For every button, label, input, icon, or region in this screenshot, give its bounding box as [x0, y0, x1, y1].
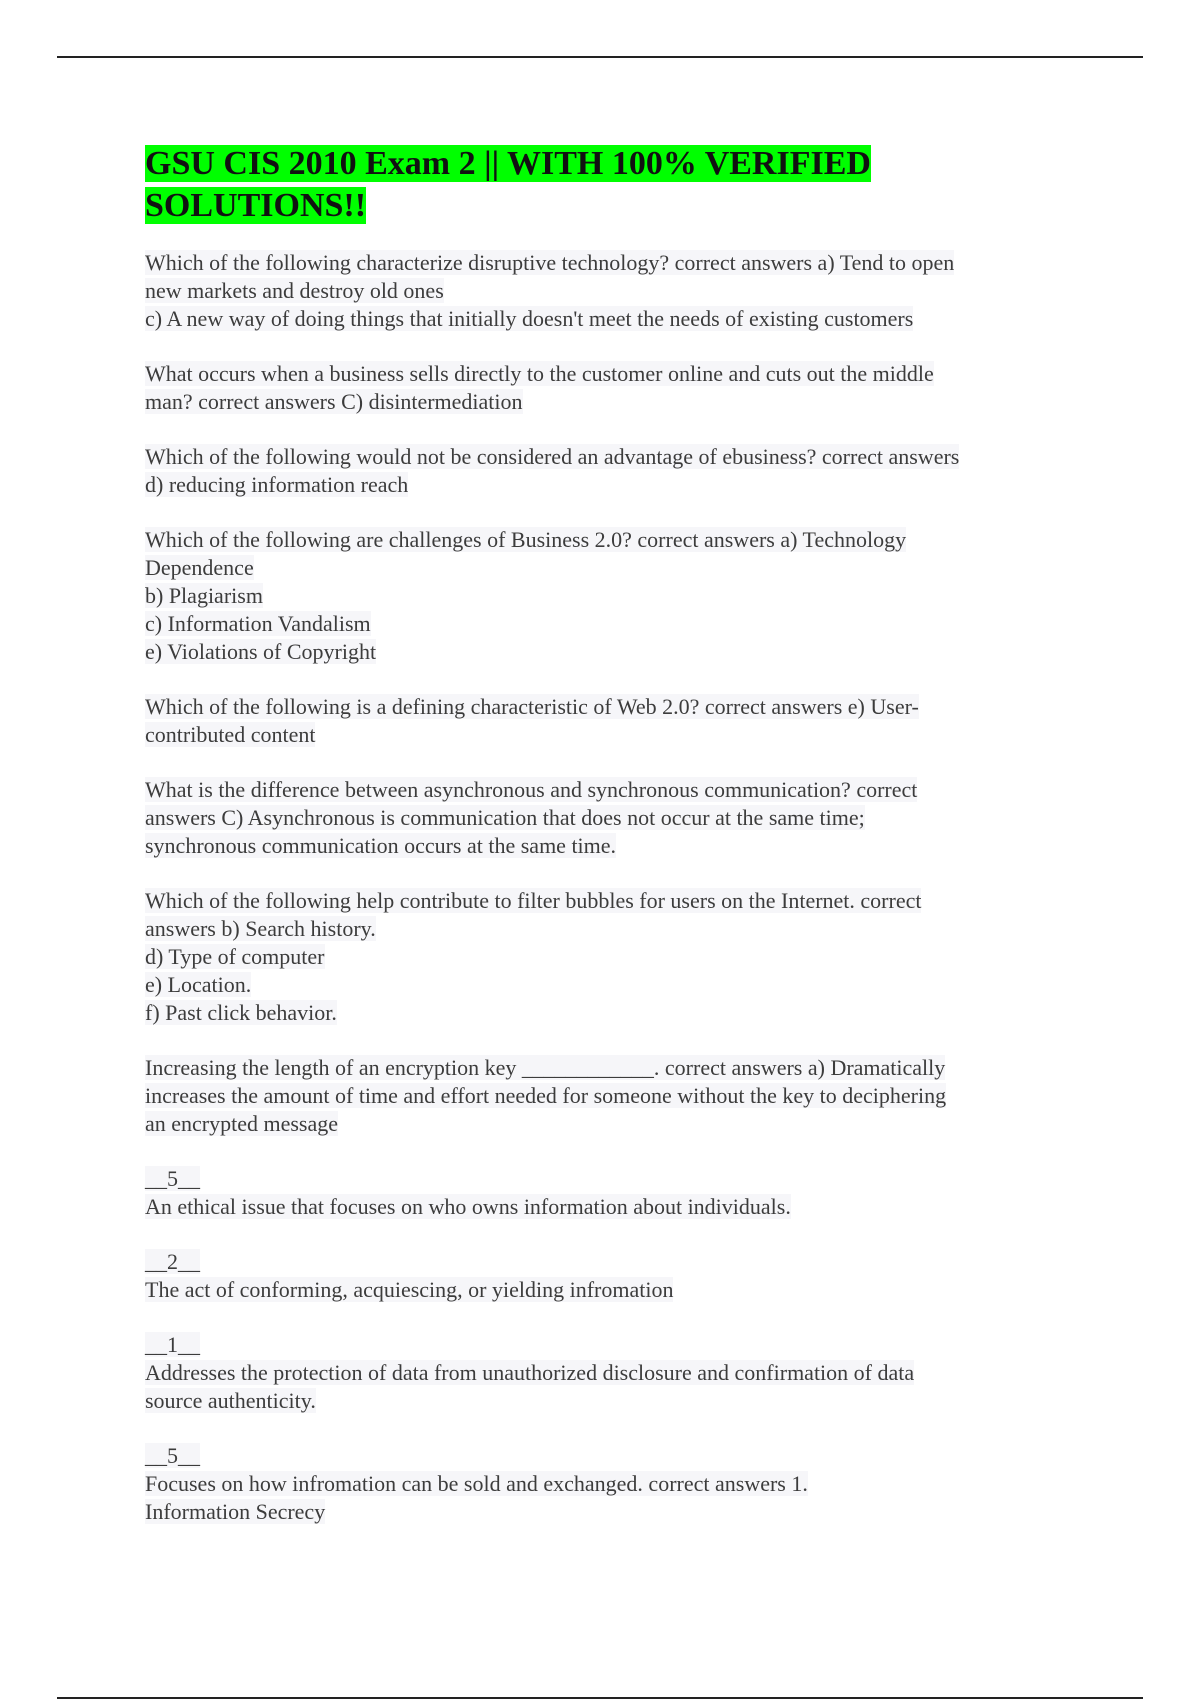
qa-item [145, 1331, 1045, 1415]
qa-line-text: c) Information Vandalism [145, 611, 371, 636]
qa-line-text: e) Violations of Copyright [145, 639, 377, 664]
qa-line-text: __5__ [145, 1166, 200, 1191]
qa-line [145, 526, 1045, 554]
qa-line-text: an encrypted message [145, 1111, 339, 1136]
qa-line-text: f) Past click behavior. [145, 1000, 337, 1025]
qa-line [145, 693, 1045, 721]
qa-line [145, 443, 1045, 471]
qa-line [145, 1165, 1045, 1193]
qa-item [145, 887, 1045, 1027]
qa-line [145, 1110, 1045, 1138]
qa-line-text: d) Type of computer [145, 944, 325, 969]
qa-line [145, 999, 1045, 1027]
qa-line [145, 1387, 1045, 1415]
qa-line-text: contributed content [145, 722, 316, 747]
qa-line-text: What occurs when a business sells directly to the customer online and cuts out the middle [145, 361, 934, 386]
document-body [145, 143, 1045, 1553]
bottom-rule [57, 1697, 1143, 1699]
qa-line [145, 277, 1045, 305]
qa-line-text: Which of the following characterize disruptive technology? correct answers a) Tend to open [145, 250, 955, 275]
qa-line-text: Which of the following are challenges of Business 2.0? correct answers a) Technology [145, 527, 907, 552]
qa-line-text: synchronous communication occurs at the same time. [145, 833, 617, 858]
qa-line [145, 554, 1045, 582]
qa-line [145, 1248, 1045, 1276]
qa-line-text: new markets and destroy old ones [145, 278, 444, 303]
qa-list [145, 249, 1045, 1526]
qa-line [145, 804, 1045, 832]
qa-line-text: __1__ [145, 1332, 200, 1357]
qa-line [145, 1359, 1045, 1387]
qa-line-text: source authenticity. [145, 1388, 316, 1413]
qa-line [145, 1470, 1045, 1498]
qa-line [145, 1054, 1045, 1082]
qa-line-text: The act of conforming, acquiescing, or yielding infromation [145, 1277, 674, 1302]
qa-line [145, 360, 1045, 388]
qa-line-text: answers b) Search history. [145, 916, 376, 941]
qa-line-text: What is the difference between asynchronous and synchronous communication? correct [145, 777, 918, 802]
qa-item [145, 249, 1045, 333]
qa-line-text: Which of the following would not be considered an advantage of ebusiness? correct answers [145, 444, 960, 469]
qa-line [145, 305, 1045, 333]
qa-line [145, 1498, 1045, 1526]
qa-item [145, 443, 1045, 499]
qa-item [145, 1248, 1045, 1304]
qa-line-text: b) Plagiarism [145, 583, 263, 608]
qa-line [145, 1082, 1045, 1110]
document-title-line-1: GSU CIS 2010 Exam 2 || WITH 100% VERIFIED [145, 145, 871, 182]
qa-line-text: answers C) Asynchronous is communication that does not occur at the same time; [145, 805, 865, 830]
qa-line [145, 943, 1045, 971]
qa-line [145, 721, 1045, 749]
qa-line-text: Increasing the length of an encryption key ____________. correct answers a) Dramatically [145, 1055, 946, 1080]
top-rule [57, 56, 1143, 58]
qa-line-text: e) Location. [145, 972, 252, 997]
qa-line [145, 1331, 1045, 1359]
qa-line-text: An ethical issue that focuses on who owns information about individuals. [145, 1194, 791, 1219]
qa-line [145, 582, 1045, 610]
qa-item [145, 693, 1045, 749]
qa-line-text: Dependence [145, 555, 254, 580]
qa-item [145, 776, 1045, 860]
qa-item [145, 526, 1045, 666]
qa-line [145, 1276, 1045, 1304]
qa-line [145, 1442, 1045, 1470]
qa-line-text: increases the amount of time and effort needed for someone without the key to deciphering [145, 1083, 947, 1108]
qa-line-text: d) reducing information reach [145, 472, 409, 497]
qa-item [145, 1442, 1045, 1526]
qa-line [145, 832, 1045, 860]
qa-line [145, 887, 1045, 915]
qa-line-text: Focuses on how infromation can be sold and exchanged. correct answers 1. [145, 1471, 808, 1496]
qa-item [145, 360, 1045, 416]
qa-line [145, 610, 1045, 638]
qa-line-text: Which of the following help contribute to filter bubbles for users on the Internet. correct [145, 888, 922, 913]
qa-line [145, 971, 1045, 999]
qa-line [145, 249, 1045, 277]
qa-line-text: Which of the following is a defining characteristic of Web 2.0? correct answers e) User- [145, 694, 919, 719]
qa-line [145, 1193, 1045, 1221]
qa-line [145, 638, 1045, 666]
qa-line-text: c) A new way of doing things that initially doesn't meet the needs of existing customers [145, 306, 914, 331]
qa-line [145, 915, 1045, 943]
qa-line [145, 471, 1045, 499]
qa-line-text: Addresses the protection of data from unauthorized disclosure and confirmation of data [145, 1360, 915, 1385]
document-title [145, 143, 1045, 227]
qa-line [145, 776, 1045, 804]
qa-line-text: __5__ [145, 1443, 200, 1468]
qa-line-text: man? correct answers C) disintermediation [145, 389, 523, 414]
qa-item [145, 1054, 1045, 1138]
qa-item [145, 1165, 1045, 1221]
document-title-line-2: SOLUTIONS!! [145, 187, 367, 224]
qa-line-text: Information Secrecy [145, 1499, 326, 1524]
qa-line [145, 388, 1045, 416]
qa-line-text: __2__ [145, 1249, 200, 1274]
